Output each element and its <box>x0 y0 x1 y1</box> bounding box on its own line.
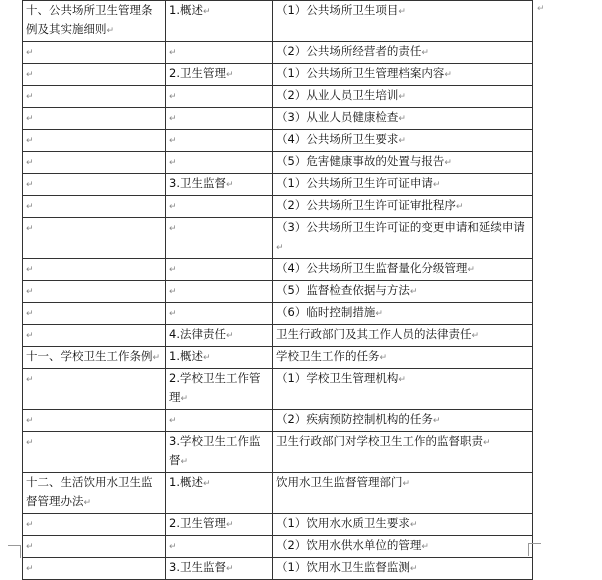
paragraph-mark: ↵ <box>398 7 406 17</box>
section-cell <box>23 325 166 347</box>
table-row <box>23 64 533 86</box>
cell-text: 4.法律责任 <box>169 327 226 341</box>
section-cell <box>23 218 166 259</box>
document-page <box>22 0 532 580</box>
paragraph-mark: ↵ <box>409 564 418 574</box>
paragraph-mark: ↵ <box>398 114 406 124</box>
item-cell <box>273 174 533 196</box>
paragraph-mark: ↵ <box>180 394 189 404</box>
cell-text: （2）饮用水供水单位的管理 <box>276 538 422 552</box>
paragraph-mark: ↵ <box>106 26 115 36</box>
cell-text: （3）从业人员健康检查 <box>276 110 399 124</box>
table-row <box>23 259 533 281</box>
paragraph-mark: ↵ <box>225 70 234 80</box>
item-cell <box>273 42 533 64</box>
table-row <box>23 536 533 558</box>
item-cell <box>273 303 533 325</box>
topic-cell <box>166 64 273 86</box>
cell-text: （1）公共场所卫生管理档案内容 <box>276 66 445 80</box>
table-row <box>23 86 533 108</box>
cell-text: （5）危害健康事故的处置与报告 <box>276 154 445 168</box>
paragraph-mark: ↵ <box>202 7 211 17</box>
cell-text: （2）从业人员卫生培训 <box>276 88 399 102</box>
item-cell <box>273 369 533 410</box>
section-cell <box>23 347 166 369</box>
paragraph-mark: ↵ <box>225 564 234 574</box>
table-row <box>23 1 533 42</box>
item-cell <box>273 432 533 473</box>
cell-text: （5）监督检查依据与方法 <box>276 283 410 297</box>
paragraph-mark: ↵ <box>225 520 234 530</box>
paragraph-mark: ↵ <box>202 353 211 363</box>
paragraph-mark: ↵ <box>26 158 34 168</box>
cell-text: （4）公共场所卫生要求 <box>276 132 399 146</box>
paragraph-mark: ↵ <box>398 92 406 102</box>
row-end-mark: ↵ <box>537 4 545 14</box>
paragraph-mark: ↵ <box>26 542 34 552</box>
section-cell <box>23 259 166 281</box>
item-cell <box>273 536 533 558</box>
table-row <box>23 303 533 325</box>
item-cell <box>273 325 533 347</box>
paragraph-mark: ↵ <box>421 48 429 58</box>
cell-text: （1）饮用水卫生监督监测 <box>276 560 410 574</box>
topic-cell <box>166 514 273 536</box>
cell-text: 2.卫生管理 <box>169 516 226 530</box>
table-row <box>23 196 533 218</box>
cell-text: 2.学校卫生工作管理 <box>169 371 261 404</box>
table-row <box>23 514 533 536</box>
cell-text: 十、公共场所卫生管理条例及其实施细则 <box>26 3 153 36</box>
paragraph-mark: ↵ <box>26 92 34 102</box>
cell-text: 3.卫生监督 <box>169 560 226 574</box>
cell-text: 学校卫生工作的任务 <box>276 349 380 363</box>
topic-cell <box>166 281 273 303</box>
paragraph-mark: ↵ <box>471 331 480 341</box>
paragraph-mark: ↵ <box>409 520 418 530</box>
item-cell <box>273 281 533 303</box>
paragraph-mark: ↵ <box>169 136 177 146</box>
paragraph-mark: ↵ <box>169 158 177 168</box>
table-row <box>23 218 533 259</box>
page-corner-bottom-left <box>8 545 21 558</box>
paragraph-mark: ↵ <box>169 92 177 102</box>
paragraph-mark: ↵ <box>398 136 406 146</box>
table-row <box>23 174 533 196</box>
cell-text: 1.概述 <box>169 3 203 17</box>
item-cell <box>273 196 533 218</box>
section-cell <box>23 558 166 580</box>
paragraph-mark: ↵ <box>225 180 234 190</box>
section-cell <box>23 174 166 196</box>
paragraph-mark: ↵ <box>169 265 177 275</box>
section-cell <box>23 130 166 152</box>
cell-text: （2）疾病预防控制机构的任务 <box>276 412 433 426</box>
section-cell <box>23 42 166 64</box>
cell-text: （2）公共场所卫生许可证审批程序 <box>276 198 456 212</box>
table-row <box>23 410 533 432</box>
paragraph-mark: ↵ <box>152 353 161 363</box>
paragraph-mark: ↵ <box>26 70 34 80</box>
paragraph-mark: ↵ <box>402 479 411 489</box>
paragraph-mark: ↵ <box>169 224 177 234</box>
paragraph-mark: ↵ <box>83 498 92 508</box>
item-cell <box>273 64 533 86</box>
item-cell <box>273 347 533 369</box>
table-row <box>23 281 533 303</box>
table-row <box>23 369 533 410</box>
section-cell <box>23 410 166 432</box>
item-cell <box>273 514 533 536</box>
section-cell <box>23 432 166 473</box>
table-row <box>23 152 533 174</box>
paragraph-mark: ↵ <box>169 287 177 297</box>
table-row <box>23 473 533 514</box>
paragraph-mark: ↵ <box>432 416 441 426</box>
paragraph-mark: ↵ <box>409 287 418 297</box>
section-cell <box>23 1 166 42</box>
paragraph-mark: ↵ <box>26 520 34 530</box>
paragraph-mark: ↵ <box>375 309 383 319</box>
cell-text: 十一、学校卫生工作条例 <box>26 349 153 363</box>
item-cell <box>273 1 533 42</box>
cell-text: 卫生行政部门及其工作人员的法律责任 <box>276 327 472 341</box>
paragraph-mark: ↵ <box>26 416 34 426</box>
paragraph-mark: ↵ <box>444 70 452 80</box>
topic-cell <box>166 410 273 432</box>
cell-text: （1）公共场所卫生许可证申请 <box>276 176 433 190</box>
cell-text: 3.卫生监督 <box>169 176 226 190</box>
topic-cell <box>166 259 273 281</box>
section-cell <box>23 152 166 174</box>
section-cell <box>23 369 166 410</box>
paragraph-mark: ↵ <box>421 542 429 552</box>
topic-cell <box>166 152 273 174</box>
paragraph-mark: ↵ <box>169 309 177 319</box>
topic-cell <box>166 473 273 514</box>
topic-cell <box>166 42 273 64</box>
item-cell <box>273 259 533 281</box>
table-row <box>23 432 533 473</box>
cell-text: （3）公共场所卫生许可证的变更申请和延续申请 <box>276 220 525 234</box>
cell-text: 1.概述 <box>169 349 203 363</box>
paragraph-mark: ↵ <box>26 202 34 212</box>
topic-cell <box>166 130 273 152</box>
item-cell <box>273 218 533 259</box>
paragraph-mark: ↵ <box>467 265 475 275</box>
table-row <box>23 42 533 64</box>
cell-text: 卫生行政部门对学校卫生工作的监督职责 <box>276 434 483 448</box>
paragraph-mark: ↵ <box>398 375 406 385</box>
paragraph-mark: ↵ <box>26 309 34 319</box>
paragraph-mark: ↵ <box>26 180 34 190</box>
topic-cell <box>166 536 273 558</box>
section-cell <box>23 64 166 86</box>
paragraph-mark: ↵ <box>169 114 177 124</box>
topic-cell <box>166 303 273 325</box>
page-corner-bottom-right <box>528 543 541 556</box>
paragraph-mark: ↵ <box>26 114 34 124</box>
cell-text: 2.卫生管理 <box>169 66 226 80</box>
cell-text: （1）公共场所卫生项目 <box>276 3 399 17</box>
cell-text: （6）临时控制措施 <box>276 305 376 319</box>
section-cell <box>23 196 166 218</box>
section-cell <box>23 473 166 514</box>
paragraph-mark: ↵ <box>26 136 34 146</box>
paragraph-mark: ↵ <box>432 180 441 190</box>
section-cell <box>23 536 166 558</box>
paragraph-mark: ↵ <box>180 457 189 467</box>
cell-text: 1.概述 <box>169 475 203 489</box>
paragraph-mark: ↵ <box>26 331 34 341</box>
syllabus-table <box>22 0 533 580</box>
paragraph-mark: ↵ <box>379 353 388 363</box>
section-cell <box>23 281 166 303</box>
section-cell <box>23 108 166 130</box>
paragraph-mark: ↵ <box>455 202 464 212</box>
paragraph-mark: ↵ <box>169 202 177 212</box>
topic-cell <box>166 108 273 130</box>
table-row <box>23 108 533 130</box>
paragraph-mark: ↵ <box>26 287 34 297</box>
item-cell <box>273 86 533 108</box>
topic-cell <box>166 325 273 347</box>
topic-cell <box>166 218 273 259</box>
topic-cell <box>166 558 273 580</box>
item-cell <box>273 152 533 174</box>
cell-text: 3.学校卫生工作监督 <box>169 434 261 467</box>
paragraph-mark: ↵ <box>169 416 177 426</box>
table-row <box>23 325 533 347</box>
item-cell <box>273 108 533 130</box>
cell-text: （2）公共场所经营者的责任 <box>276 44 422 58</box>
table-row <box>23 347 533 369</box>
paragraph-mark: ↵ <box>26 564 34 574</box>
paragraph-mark: ↵ <box>169 542 177 552</box>
paragraph-mark: ↵ <box>169 48 177 58</box>
topic-cell <box>166 432 273 473</box>
paragraph-mark: ↵ <box>202 479 211 489</box>
paragraph-mark: ↵ <box>444 158 452 168</box>
table-row <box>23 130 533 152</box>
section-cell <box>23 86 166 108</box>
item-cell <box>273 130 533 152</box>
item-cell <box>273 558 533 580</box>
cell-text: （4）公共场所卫生监督量化分级管理 <box>276 261 468 275</box>
cell-text: （1）学校卫生管理机构 <box>276 371 399 385</box>
topic-cell <box>166 369 273 410</box>
item-cell <box>273 473 533 514</box>
topic-cell <box>166 1 273 42</box>
paragraph-mark: ↵ <box>26 375 34 385</box>
paragraph-mark: ↵ <box>276 243 284 253</box>
topic-cell <box>166 347 273 369</box>
paragraph-mark: ↵ <box>225 331 234 341</box>
cell-text: 十二、生活饮用水卫生监督管理办法 <box>26 475 153 508</box>
cell-text: 饮用水卫生监督管理部门 <box>276 475 403 489</box>
item-cell <box>273 410 533 432</box>
paragraph-mark: ↵ <box>26 48 34 58</box>
cell-text: （1）饮用水水质卫生要求 <box>276 516 410 530</box>
paragraph-mark: ↵ <box>26 224 34 234</box>
table-row <box>23 558 533 580</box>
section-cell <box>23 514 166 536</box>
paragraph-mark: ↵ <box>483 438 491 448</box>
section-cell <box>23 303 166 325</box>
table-body <box>23 1 533 580</box>
topic-cell <box>166 174 273 196</box>
topic-cell <box>166 86 273 108</box>
paragraph-mark: ↵ <box>26 265 34 275</box>
topic-cell <box>166 196 273 218</box>
paragraph-mark: ↵ <box>26 438 34 448</box>
